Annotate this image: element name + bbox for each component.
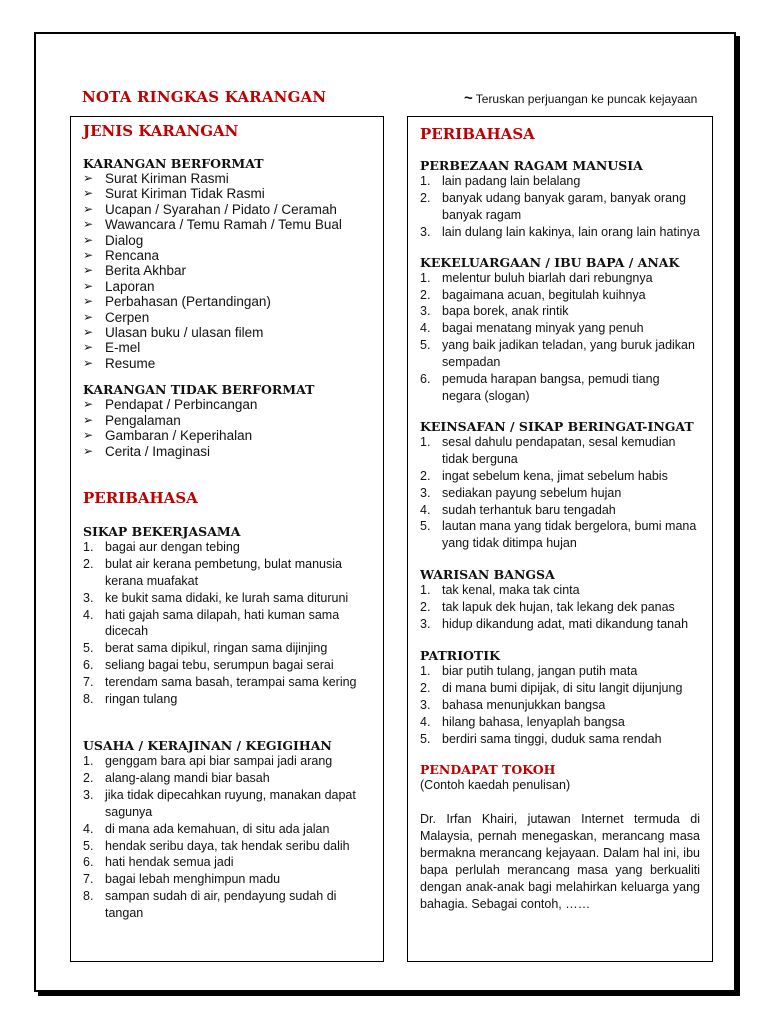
- item-text: hendak seribu daya, tak hendak seribu dalih: [105, 838, 350, 853]
- list-ragam-manusia: [420, 173, 700, 241]
- list-item: [83, 888, 371, 922]
- item-number: 5.: [83, 838, 94, 853]
- list-item: [420, 371, 700, 405]
- list-item: [420, 502, 700, 519]
- list-patriotik: [420, 663, 700, 748]
- item-number: 6.: [83, 658, 94, 673]
- list-item: [83, 821, 371, 838]
- subheading-ragam-manusia: PERBEZAAN RAGAM MANUSIA: [420, 158, 643, 173]
- item-text: bagaimana acuan, begitulah kuihnya: [442, 287, 646, 302]
- item-number: 3.: [420, 304, 431, 319]
- list-item: [420, 680, 700, 697]
- item-number: 5.: [420, 519, 431, 534]
- list-item: [83, 171, 371, 186]
- item-text: Gambaran / Keperihalan: [105, 428, 253, 444]
- item-text: sampan sudah di air, pendayung sudah di tangan: [105, 889, 337, 921]
- list-item: [420, 518, 700, 552]
- item-number: 7.: [83, 872, 94, 887]
- subheading-pendapat-tokoh: PENDAPAT TOKOH: [420, 762, 556, 778]
- item-number: 6.: [420, 372, 431, 387]
- list-item: [420, 599, 700, 616]
- item-text: melentur buluh biarlah dari rebungnya: [442, 270, 653, 285]
- item-number: 2.: [420, 190, 431, 205]
- list-item: [83, 770, 371, 787]
- motto: [464, 90, 697, 107]
- motto-text: Teruskan perjuangan ke puncak kejayaan: [475, 92, 698, 106]
- list-item: [83, 590, 371, 607]
- list-item: [420, 173, 700, 190]
- list-item: [83, 444, 371, 459]
- list-item: [420, 485, 700, 502]
- item-text: sediakan payung sebelum hujan: [442, 485, 622, 500]
- list-item: [420, 337, 700, 371]
- list-karangan-tidak-berformat: [83, 397, 371, 459]
- item-text: hati hendak semua jadi: [105, 855, 234, 870]
- item-number: 1.: [83, 753, 94, 768]
- list-item: [83, 340, 371, 355]
- item-number: 4.: [420, 502, 431, 517]
- item-text: Pendapat / Perbincangan: [105, 397, 258, 413]
- item-text: alang-alang mandi biar basah: [105, 770, 270, 785]
- item-number: 2.: [420, 680, 431, 695]
- item-number: 1.: [420, 663, 431, 678]
- list-item: [83, 248, 371, 263]
- list-item: [83, 753, 371, 770]
- subheading-warisan-bangsa: WARISAN BANGSA: [420, 567, 555, 583]
- item-text: lautan mana yang tidak bergelora, bumi mana yang tidak ditimpa hujan: [442, 519, 697, 551]
- subheading-usaha: USAHA / KERAJINAN / KEGIGIHAN: [83, 737, 332, 753]
- item-text: E-mel: [105, 340, 141, 356]
- list-item: [420, 616, 700, 633]
- list-item: [83, 787, 371, 821]
- item-text: sudah terhantuk baru tengadah: [442, 502, 616, 517]
- item-number: 3.: [420, 485, 431, 500]
- item-number: 3.: [420, 224, 431, 239]
- list-item: [420, 270, 700, 287]
- list-item: [83, 325, 371, 340]
- list-item: [83, 279, 371, 294]
- list-item: [420, 224, 700, 241]
- item-text: Pengalaman: [105, 412, 181, 428]
- list-sikap-bekerjasama: [83, 539, 371, 708]
- item-text: Wawancara / Temu Ramah / Temu Bual: [105, 217, 342, 233]
- item-number: 1.: [420, 434, 431, 449]
- item-text: hati gajah sama dilapah, hati kuman sama dicecah: [105, 607, 340, 639]
- item-text: yang baik jadikan teladan, yang buruk jadikan sempadan: [442, 338, 695, 370]
- right-column-box: [407, 116, 713, 962]
- list-item: [420, 731, 700, 748]
- list-item: [83, 294, 371, 309]
- item-text: Cerpen: [105, 309, 150, 325]
- item-text: jika tidak dipecahkan ruyung, manakan dapat sagunya: [105, 787, 356, 819]
- item-text: Rencana: [105, 248, 160, 264]
- item-number: 1.: [420, 270, 431, 285]
- list-item: [83, 838, 371, 855]
- item-number: 2.: [420, 600, 431, 615]
- subheading-karangan-berformat: KARANGAN BERFORMAT: [83, 156, 264, 171]
- item-text: bahasa menunjukkan bangsa: [442, 697, 606, 712]
- item-text: bapa borek, anak rintik: [442, 304, 569, 319]
- item-text: Cerita / Imaginasi: [105, 443, 211, 459]
- item-number: 7.: [83, 675, 94, 690]
- item-number: 4.: [83, 821, 94, 836]
- subheading-karangan-tidak-berformat: KARANGAN TIDAK BERFORMAT: [83, 382, 315, 398]
- item-text: sesal dahulu pendapatan, sesal kemudian tidak berguna: [442, 434, 676, 466]
- list-item: [420, 303, 700, 320]
- item-text: Perbahasan (Pertandingan): [105, 294, 271, 310]
- item-text: terendam sama basah, terampai sama kering: [105, 675, 357, 690]
- subheading-sikap-bekerjasama: SIKAP BEKERJASAMA: [83, 523, 241, 539]
- list-item: [420, 320, 700, 337]
- item-text: Surat Kiriman Tidak Rasmi: [105, 186, 265, 202]
- list-usaha: [83, 753, 371, 922]
- item-text: Berita Akhbar: [105, 263, 187, 279]
- list-item: [420, 697, 700, 714]
- list-item: [420, 582, 700, 599]
- list-item: [83, 186, 371, 201]
- item-number: 3.: [420, 617, 431, 632]
- section-title-peribahasa-right: PERIBAHASA: [420, 125, 535, 143]
- section-title-peribahasa-left: PERIBAHASA: [83, 488, 198, 507]
- list-karangan-berformat: [83, 171, 371, 371]
- item-number: 3.: [83, 590, 94, 605]
- section-title-jenis-karangan: JENIS KARANGAN: [83, 122, 239, 140]
- list-item: [420, 663, 700, 680]
- item-text: ke bukit sama didaki, ke lurah sama dituruni: [105, 590, 349, 605]
- list-item: [420, 190, 700, 224]
- list-item: [83, 640, 371, 657]
- item-text: lain padang lain belalang: [442, 174, 581, 188]
- list-item: [83, 356, 371, 371]
- item-number: 5.: [83, 641, 94, 656]
- item-number: 4.: [420, 321, 431, 336]
- item-number: 2.: [83, 556, 94, 571]
- list-item: [420, 434, 700, 468]
- list-item: [83, 428, 371, 443]
- item-text: bulat air kerana pembetung, bulat manusia kerana muafakat: [105, 556, 342, 588]
- list-item: [420, 714, 700, 731]
- list-item: [83, 674, 371, 691]
- list-kekeluargaan: [420, 270, 700, 405]
- item-text: berat sama dipikul, ringan sama dijinjing: [105, 641, 328, 656]
- item-text: bagai lebah menghimpun madu: [105, 872, 281, 887]
- list-item: [83, 657, 371, 674]
- item-text: biar putih tulang, jangan putih mata: [442, 663, 638, 678]
- item-text: bagai menatang minyak yang penuh: [442, 321, 644, 336]
- list-item: [83, 202, 371, 217]
- item-number: 2.: [83, 770, 94, 785]
- item-number: 3.: [420, 697, 431, 712]
- item-number: 4.: [420, 714, 431, 729]
- item-number: 1.: [420, 583, 431, 598]
- item-text: seliang bagai tebu, serumpun bagai serai: [105, 658, 334, 673]
- item-text: di mana ada kemahuan, di situ ada jalan: [105, 821, 330, 836]
- item-number: 2.: [420, 287, 431, 302]
- list-item: [83, 691, 371, 708]
- item-text: tak kenal, maka tak cinta: [442, 583, 580, 598]
- subheading-keinsafan: KEINSAFAN / SIKAP BERINGAT-INGAT: [420, 418, 694, 434]
- list-item: [83, 539, 371, 556]
- item-text: hilang bahasa, lenyaplah bangsa: [442, 714, 625, 729]
- item-number: 1.: [420, 174, 431, 188]
- item-number: 1.: [83, 539, 94, 554]
- list-item: [83, 310, 371, 325]
- item-number: 6.: [83, 855, 94, 870]
- item-text: Dialog: [105, 232, 144, 248]
- list-item: [83, 556, 371, 590]
- item-text: lain dulang lain kakinya, lain orang lain hatinya: [442, 224, 700, 239]
- item-number: 2.: [420, 468, 431, 483]
- item-text: Laporan: [105, 278, 155, 294]
- list-item: [83, 871, 371, 888]
- item-number: 5.: [420, 731, 431, 746]
- list-item: [83, 217, 371, 232]
- list-item: [83, 607, 371, 641]
- pendapat-tokoh-note: (Contoh kaedah penulisan): [420, 778, 571, 793]
- item-text: ingat sebelum kena, jimat sebelum habis: [442, 468, 668, 483]
- list-item: [83, 263, 371, 278]
- list-item: [83, 233, 371, 248]
- item-text: ringan tulang: [105, 692, 178, 707]
- item-number: 5.: [420, 338, 431, 353]
- list-warisan-bangsa: [420, 582, 700, 633]
- item-text: Surat Kiriman Rasmi: [105, 171, 229, 186]
- tilde-symbol: ~: [464, 90, 473, 107]
- item-text: Resume: [105, 355, 156, 371]
- item-text: banyak udang banyak garam, banyak orang banyak ragam: [442, 190, 686, 222]
- item-text: hidup dikandung adat, mati dikandung tanah: [442, 617, 689, 632]
- left-column-box: [70, 116, 384, 962]
- document-title: NOTA RINGKAS KARANGAN: [82, 88, 327, 106]
- item-text: Ulasan buku / ulasan filem: [105, 325, 264, 341]
- item-number: 8.: [83, 889, 94, 904]
- list-item: [83, 397, 371, 412]
- list-item: [83, 413, 371, 428]
- item-number: 3.: [83, 787, 94, 802]
- list-item: [420, 287, 700, 304]
- list-item: [420, 468, 700, 485]
- list-item: [83, 854, 371, 871]
- item-text: pemuda harapan bangsa, pemudi tiang negara (slogan): [442, 372, 660, 403]
- item-number: 4.: [83, 607, 94, 622]
- item-number: 8.: [83, 692, 94, 707]
- subheading-patriotik: PATRIOTIK: [420, 647, 500, 663]
- item-text: tak lapuk dek hujan, tak lekang dek panas: [442, 600, 675, 615]
- item-text: genggam bara api biar sampai jadi arang: [105, 753, 333, 768]
- item-text: Ucapan / Syarahan / Pidato / Ceramah: [105, 201, 337, 217]
- list-keinsafan: [420, 434, 700, 552]
- item-text: bagai aur dengan tebing: [105, 539, 240, 554]
- item-text: di mana bumi dipijak, di situ langit dijunjung: [442, 680, 683, 695]
- subheading-kekeluargaan: KEKELUARGAAN / IBU BAPA / ANAK: [420, 254, 680, 270]
- item-text: berdiri sama tinggi, duduk sama rendah: [442, 731, 662, 746]
- pendapat-tokoh-paragraph: Dr. Irfan Khairi, jutawan Internet termuda di Malaysia, pernah menegaskan, merancang masa bermakna merancang kejayaan. Dalam hal ini, ibu bapa perlulah merancang masa yang berkualiti dengan anak-anak bagi melahirkan keluarga yang bahagia. Sebagai contoh, ……: [420, 812, 700, 911]
